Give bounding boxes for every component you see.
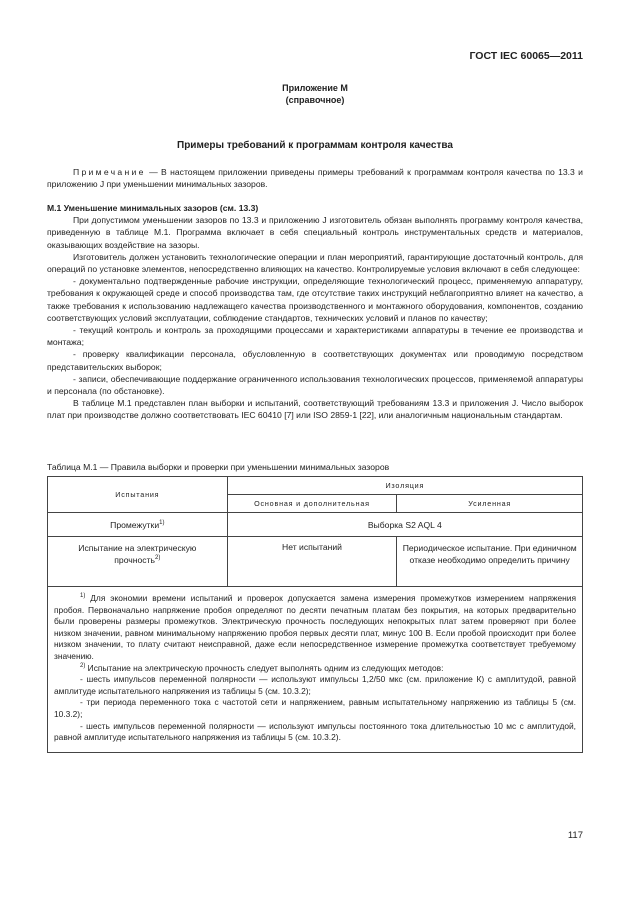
row-dielectric-reinforced: Периодическое испытание. При единичном отказе необходимо определить причину <box>397 537 583 587</box>
row-dielectric-label: Испытание на электрическую прочность$^{2)}$ <box>48 537 228 587</box>
header-basic: Основная и дополнительная <box>227 495 397 513</box>
row-dielectric-basic: Нет испытаний <box>227 537 397 587</box>
page-number: 117 <box>567 830 583 841</box>
section-title: М.1 Уменьшение минимальных зазоров (см. 13.3) <box>47 203 259 213</box>
list-item: - документально подтвержденные рабочие инструкции, определяющие технологический процесс, применяемую аппаратуру, требования к окружающей среде и способ производства там, где отсутствие таких инструкций неблагоприятно влияет на качество, а также требования к использованию надлежащего качества производственного и монтажного оборудования, компонентов, созданию соответствующих условий эксплуатации, соблюдение стандартов, технических условий и планов по качеству; <box>47 276 583 323</box>
header-reinforced: Усиленная <box>397 495 583 513</box>
section-m1 <box>47 202 583 422</box>
annex-title: Приложение М <box>282 83 348 93</box>
paragraph: При допустимом уменьшении зазоров по 13.3 и приложению J изготовитель обязан выполнять программу контроля качества, приведенную в таблице М.1. Программа включает в себя специальный контроль инструментальных средств и материалов, оказывающих воздействие на зазоры. <box>47 215 583 250</box>
footnote-item: - три периода переменного тока с частотой сети и напряжением, равным испытательному напряжению из таблицы 5 (см. 10.3.2); <box>54 697 576 719</box>
list-item: - проверку квалификации персонала, обусловленную в соответствующих документах или проводимую посредством представительских выборок; <box>47 349 583 372</box>
list-item: - записи, обеспечивающие поддержание ограниченного использования технологических процессов, применяемой аппаратуры и персонала (по обстановке). <box>47 373 583 397</box>
standard-number: ГОСТ IEC 60065—2011 <box>469 50 583 62</box>
header-insulation: Изоляция <box>227 477 582 495</box>
row-gaps-label: Промежутки$^{1)}$ <box>48 513 228 537</box>
table-footnotes <box>48 587 583 753</box>
paragraph: Изготовитель должен установить технологические операции и план мероприятий, гарантирующие достаточный контроль, для операций по установке элементов, непосредственно влияющих на качество. Контролируемые условия включают в себя следующее: <box>47 251 583 275</box>
footnote-item: - шесть импульсов переменной полярности — используют импульсы постоянного тока длительностью 10 мс с амплитудой, равной амплитуде испытательного напряжения из таблицы 5 (см. 10.3.2). <box>54 720 576 743</box>
section-heading: Примеры требований к программам контроля качества <box>177 140 453 151</box>
footnote-1: $^{1)}$ Для экономии времени испытаний и проверок допускается замена измерения промежутков измерением напряжения пробоя. Первоначально напряжение пробоя определяют по десяти печатным платам без покрытия, на которых предварительно были проверены размеры промежутков. Электрическую прочность последующих непокрытых плат затем проверяют при более низком значении, равном минимальному напряжению пробоя первых десяти плат, минус 100 В. Если пробой происходит при более низком значении, то плату считают неисправной, даже если непосредственное измерение промежутка соответствует требуемому значению. <box>54 593 576 661</box>
row-gaps-value: Выборка S2 AQL 4 <box>227 513 582 537</box>
note-block <box>47 166 583 190</box>
table-title: Таблица М.1 — Правила выборки и проверки при уменьшении минимальных зазоров <box>47 462 390 472</box>
annex-subtitle: (справочное) <box>285 95 345 105</box>
footnote-2: $^{2)}$ Испытание на электрическую прочность следует выполнять одним из следующих методов: <box>80 662 444 673</box>
header-tests: Испытания <box>48 477 228 513</box>
footnote-item: - шесть импульсов переменной полярности — используют импульсы 1,2/50 мкс (см. приложение К) с амплитудой, равной амплитуде испытательного напряжения из таблицы 5 (см. 10.3.2); <box>54 674 576 696</box>
paragraph: В таблице М.1 представлен план выборки и испытаний, соответствующий требованиям 13.3 и приложения J. Число выборок плат при производстве должно соответствовать IEC 60410 [7] или ISO 2859-1 [22], или аналогичным национальным стандартам. <box>47 398 583 421</box>
note-label: Примечание <box>73 167 146 177</box>
note-text: — В настоящем приложении приведены примеры требований к программам контроля качества по 13.3 и приложению J при уменьшении минимальных зазоров. <box>47 167 583 190</box>
list-item: - текущий контроль и контроль за проходящими процессами и характеристиками аппаратуры в течение ее производства и монтажа; <box>47 325 583 348</box>
table-m1 <box>47 476 583 753</box>
